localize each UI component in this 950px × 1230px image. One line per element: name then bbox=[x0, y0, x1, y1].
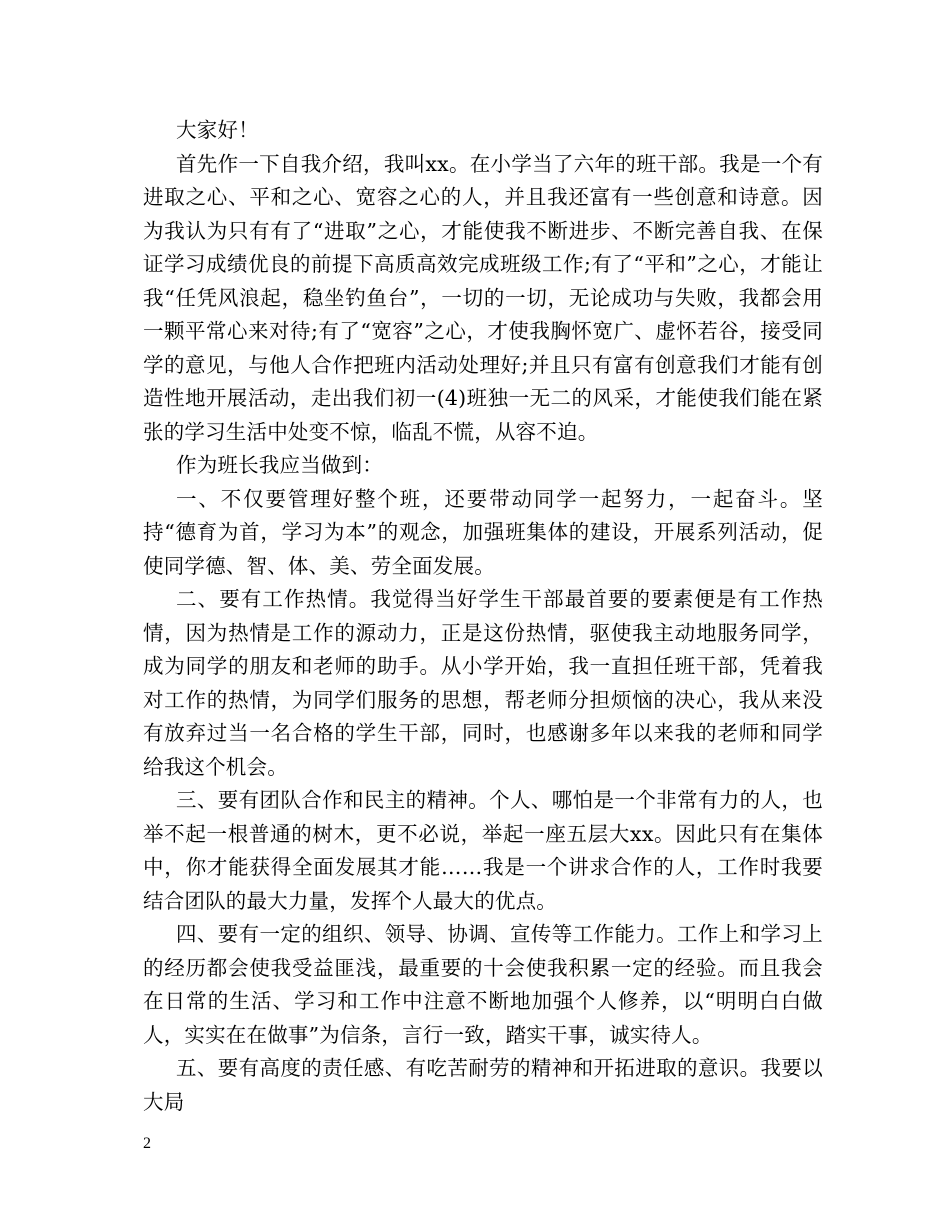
self-introduction-paragraph: 首先作一下自我介绍，我叫xx。在小学当了六年的班干部。我是一个有进取之心、平和之心、宽容之心的人，并且我还富有一些创意和诗意。因为我认为只有有了“进取”之心，才能使我不断进步、不断完善自我、在保证学习成绩优良的前提下高质高效完成班级工作;有了“平和”之心，才能让我“任凭风浪起，稳坐钓鱼台”，一切的一切，无论成功与失败，我都会用一颗平常心来对待;有了“宽容”之心，才使我胸怀宽广、虚怀若谷，接受同学的意见，与他人合作把班内活动处理好;并且只有富有创意我们才能有创造性地开展活动，走出我们初一(4)班独一无二的风采，才能使我们能在紧张的学习生活中处变不惊，临乱不慌，从容不迫。 bbox=[143, 151, 823, 444]
duties-heading-paragraph: 作为班长我应当做到： bbox=[176, 453, 383, 477]
duty-five-paragraph: 五、要有高度的责任感、有吃苦耐劳的精神和开拓进取的意识。我要以大局 bbox=[143, 1056, 823, 1114]
duty-two-paragraph: 二、要有工作热情。我觉得当好学生干部最首要的要素便是有工作热情，因为热情是工作的源动力，正是这份热情，驱使我主动地服务同学，成为同学的朋友和老师的助手。从小学开始，我一直担任班干部，凭着我对工作的热情，为同学们服务的思想，帮老师分担烦恼的决心，我从来没有放弃过当一名合格的学生干部，同时，也感谢多年以来我的老师和同学给我这个机会。 bbox=[143, 587, 823, 779]
document-body bbox=[143, 114, 823, 1119]
page-number: 2 bbox=[143, 1135, 151, 1152]
duty-one-paragraph: 一、不仅要管理好整个班，还要带动同学一起努力，一起奋斗。坚持“德育为首，学习为本”的观念，加强班集体的建设，开展系列活动，促使同学德、智、体、美、劳全面发展。 bbox=[143, 486, 823, 578]
greeting-paragraph: 大家好！ bbox=[176, 118, 259, 142]
duty-four-paragraph: 四、要有一定的组织、领导、协调、宣传等工作能力。工作上和学习上的经历都会使我受益匪浅，最重要的十会使我积累一定的经验。而且我会在日常的生活、学习和工作中注意不断地加强个人修养，以“明明白白做人，实实在在做事”为信条，言行一致，踏实干事，诚实待人。 bbox=[143, 922, 823, 1047]
duty-three-paragraph: 三、要有团队合作和民主的精神。个人、哪怕是一个非常有力的人，也举不起一根普通的树木，更不必说，举起一座五层大xx。因此只有在集体中，你才能获得全面发展其才能……我是一个讲求合作的人，工作时我要结合团队的最大力量，发挥个人最大的优点。 bbox=[143, 788, 823, 913]
